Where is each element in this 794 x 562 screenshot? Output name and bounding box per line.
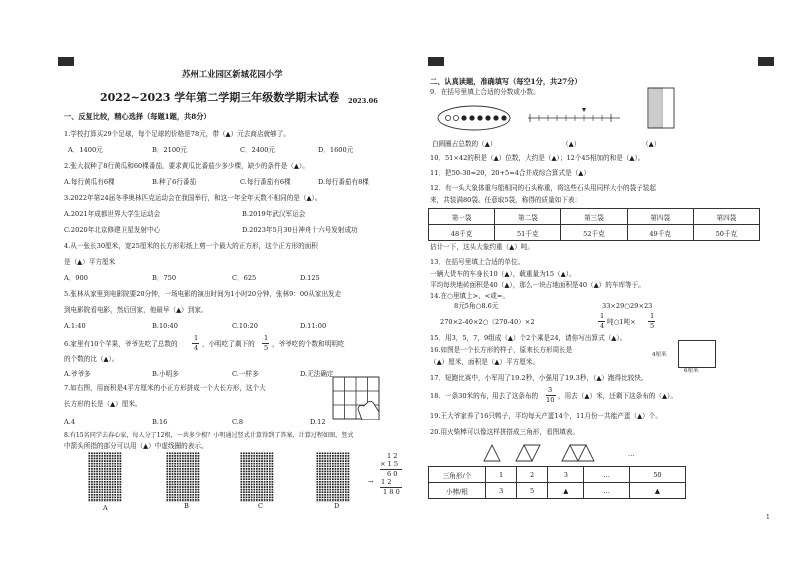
q9-shaded-rectangle (638, 86, 688, 130)
q2-option-a: A.每行黄瓜有6棵 (64, 178, 115, 186)
table-cell: 1 (486, 467, 517, 483)
q12-stem-line2: 来，共装满80袋。任意取5袋，称得的质量如下表： (430, 196, 582, 204)
exam-title: 2022~2023 学年第二学期三年级数学期末试卷 (100, 91, 340, 104)
table-cell: 48千克 (429, 225, 495, 241)
q8-stem-line2: 中箭头所指的部分可以用（▲）中虚线圈的表示。 (64, 442, 208, 450)
q16-stem-line1: 16.如图是一个长方形的样子，原来长方形周长是 (430, 346, 573, 354)
q18-b: 用去了这条布的 (492, 392, 539, 400)
q4-option-c: C．625 (232, 274, 257, 282)
q6-option-b: B.小明多 (152, 370, 179, 378)
table-cell: 三角形/个 (429, 467, 486, 483)
table-cell: 49千克 (627, 225, 693, 241)
q8-label-a: A (103, 504, 108, 512)
q19: 19.王大爷家养了16只鸭子，平均每天产蛋14个，11月份一共能产蛋（▲）个。 (430, 412, 662, 420)
table-cell: 2 (517, 467, 548, 483)
school-name: 苏州工业园区新城花园小学 (182, 69, 283, 79)
q8-vertical-2: × 1 5 (380, 460, 399, 468)
q3-stem: 3.2022年第24届冬季奥林匹克运动会在我国举行，和这一年全年天数不相同的是（▲）。 (64, 194, 322, 202)
q9-stem: 9．在括号里填上合适的分数或小数。 (430, 88, 540, 96)
q13-line2: 一辆大货车的车身长10（▲），载重量为15（▲）。 (430, 270, 576, 278)
q13-line3: 平均每块地砖面积是40（▲），那么一块占地面积是40（▲）的车库等于。 (430, 281, 645, 289)
q6-frac2-den: 5 (264, 344, 269, 352)
q14-compare-3: 270×2-40×2○（270-40）×2 (440, 318, 535, 326)
q3-option-a: A.2021年成都世界大学生运动会 (64, 210, 161, 218)
q8-dot-grid-a (88, 452, 122, 502)
q18-a: 18．一条30米的布， (430, 392, 493, 400)
q6-frac1-den: 4 (194, 344, 199, 352)
q18-frac-den: 10 (546, 396, 555, 404)
q10: 10．51×42的积是（▲）位数，大约是（▲）；12个45相加的和是（▲）。 (430, 154, 645, 162)
q16-rectangle (678, 340, 716, 368)
q7-option-a: A.4 (64, 418, 76, 426)
q9-caption-3: （▲） (642, 140, 661, 148)
q9-caption-2: （▲） (562, 140, 581, 148)
q8-vertical-3: 6 0 (387, 470, 398, 478)
registration-marker (428, 57, 444, 66)
q6-stem-a: 6.家里有10个苹果，爷爷先吃了总数的 (64, 340, 178, 348)
q4-option-d: D.125 (300, 274, 320, 282)
q8-dot-grid-d (316, 452, 350, 502)
table-cell: 50 (629, 467, 685, 483)
table-cell: 5 (517, 483, 548, 499)
q20-triangles-figure (482, 440, 632, 464)
q16-stem-line2: （▲）厘米，面积是（▲）平方厘米。 (430, 358, 540, 366)
q7-rectangle-figure (332, 376, 380, 420)
table-header-cell: 第四袋 (693, 209, 759, 225)
q3-option-d: D.2023年5月30日神舟十六号发射成功 (242, 226, 358, 234)
q6-frac1-num: 1 (194, 334, 199, 342)
q9-number-line (526, 108, 622, 128)
q8-dot-grid-b (166, 452, 200, 502)
q14-compare-2: 33×29○29×23 (602, 302, 653, 310)
page-number: 1 (766, 514, 770, 521)
q6-frac2-num: 1 (264, 334, 269, 342)
q8-vertical-5: 1 8 0 (383, 488, 400, 496)
q7-option-c: C.8 (232, 418, 244, 426)
q8-vertical-1: 1 2 (387, 452, 398, 460)
q6-option-d: D.无法确定 (300, 370, 334, 378)
q17: 17．短跑比赛中，小军用了19.2秒，小强用了19.3秒，（▲）跑得比较快。 (430, 374, 648, 382)
q18-c: ，用去（▲）米，还剩下这条布的（▲）。 (558, 392, 677, 400)
q2-option-c: C.每行番茄有6棵 (240, 178, 291, 186)
table-cell: 51千克 (495, 225, 561, 241)
q2-option-b: B.种了6行番茄 (152, 178, 197, 186)
exam-date: 2023.06 (348, 97, 378, 105)
q14-compare-1: 8元5角○8.6元 (454, 302, 499, 310)
q14-compare-4-den: 4 (600, 322, 605, 330)
q8-vertical-4: 1 2 (381, 478, 392, 486)
q1-option-c: C．2400元 (240, 146, 276, 154)
q20-dots: … (628, 450, 635, 458)
table-cell: … (584, 467, 629, 483)
q12-stem-line1: 12．有一头大象体重与船相同的石头称重，将这些石头用同样大小的袋子装起 (430, 184, 656, 192)
q1-option-b: B．2100元 (152, 146, 187, 154)
q5-stem-line1: 5.张林从家里到电影院要20分钟，一场电影的演出时间为1小时20分钟，张林9：00从家出发走 (64, 290, 342, 298)
q4-stem-line2: 是（▲）平方厘米 (64, 258, 116, 266)
q9-circle-group (434, 98, 514, 138)
q2-stem: 2.张大叔种了8行黄瓜和60棵番茄，要求黄瓜比番茄少多少棵，缺少的条件是（▲）。 (64, 162, 309, 170)
q16-length-label: 6厘米 (684, 368, 699, 374)
q20-table (428, 466, 686, 499)
q6-stem-c: ，爷爷吃的个数和明明吃 (272, 340, 345, 348)
q8-label-d: D (334, 502, 340, 510)
q5-option-b: B.10:40 (152, 322, 178, 330)
table-cell: 52千克 (561, 225, 627, 241)
q11: 11．把50-30=20，20+5=4合并成综合算式是（▲） (430, 169, 590, 177)
table-row (429, 483, 686, 499)
q12-tail: 估计一下，这头大象约重（▲）吨。 (430, 243, 534, 251)
table-header-cell: 第二袋 (495, 209, 561, 225)
q5-stem-line2: 到电影院看电影，然后回家，他最早（▲）到家。 (64, 306, 208, 314)
q8-label-b: B (184, 502, 189, 510)
q14-compare-4-num: 1 (600, 312, 605, 320)
table-cell: … (584, 483, 629, 499)
q18-frac-num: 3 (548, 386, 553, 394)
q7-stem-line2: 长方形的长是（▲）厘米。 (64, 400, 142, 408)
table-row (429, 225, 760, 241)
q4-option-b: B．750 (152, 274, 177, 282)
q8-arrow-icon: → (368, 478, 374, 486)
q3-option-c: C.2020年北京修建卫星发射中心 (64, 226, 161, 234)
q8-dot-grid-c (240, 452, 274, 502)
table-header-cell: 第一袋 (429, 209, 495, 225)
q8-stem-line1: 8.有15名同学去春心家，每人分了12根，一共多少根？小明通过竖式计算得到了答案，计算过程如图，竖式 (64, 432, 354, 439)
q6-stem-b: ，小明吃了剩下的 (202, 340, 255, 348)
registration-marker (58, 57, 74, 66)
q14-compare-4-num2: 1 (650, 312, 655, 320)
section1-heading: 一、反复比较，精心选择（每题1题，共8分） (64, 112, 211, 121)
q14-compare-4-den2: 5 (650, 322, 655, 330)
table-header-cell: 第四袋 (627, 209, 693, 225)
table-cell: ▲ (548, 483, 584, 499)
q14-stem: 14.在○里填上>、<或=。 (430, 292, 509, 300)
q2-option-d: D.每行番茄有8棵 (318, 178, 369, 186)
q6-option-a: A.爷爷多 (64, 370, 91, 378)
q1-stem: 1.学校打算买29个足球，每个足球的价格是78元，带（▲）元去商店就够了。 (64, 130, 290, 138)
q16-width-label: 4厘米 (652, 352, 667, 358)
q4-stem-line1: 4.从一张长30厘米，宽25厘米的长方形彩纸上剪一个最大的正方形，这个正方形的面积 (64, 242, 318, 250)
q5-option-a: A.1:40 (64, 322, 86, 330)
table-cell: ▲ (629, 483, 685, 499)
q13-stem: 13．在括号里填上合适的单位。 (430, 258, 525, 266)
q6-stem-line2: 的个数的比（▲）。 (64, 355, 119, 363)
q1-option-a: A．1400元 (68, 146, 103, 154)
q5-option-c: C.10:20 (232, 322, 258, 330)
q7-option-d: D.12 (310, 418, 326, 426)
table-row (429, 467, 686, 483)
table-cell: 50千克 (693, 225, 759, 241)
q3-option-b: B.2019年武汉军运会 (242, 210, 306, 218)
q4-option-a: A．900 (64, 274, 88, 282)
q9-caption-1: 白圆圈占总数的（▲） (432, 140, 497, 148)
right-page (410, 0, 794, 562)
registration-marker (758, 57, 774, 66)
q6-option-c: C.一样多 (232, 370, 259, 378)
q8-label-c: C (258, 502, 264, 510)
q12-weight-table (428, 208, 760, 241)
q7-stem-line1: 7.如右图，用面积是4平方厘米的小正方形拼成一个大长方形，这个大 (64, 384, 266, 392)
q14-compare-4-mid: 吨○1吨× (607, 318, 636, 326)
section2-heading: 二、认真读题，准确填写（每空1分，共27分） (430, 77, 582, 86)
table-cell: 小棒/根 (429, 483, 486, 499)
table-header-cell: 第三袋 (561, 209, 627, 225)
table-cell: 3 (548, 467, 584, 483)
table-row (429, 209, 760, 225)
q15: 15．用3，5，7，9组成（▲）个2个乘是24，请你写出算式（▲）。 (430, 334, 627, 342)
q20-stem: 20.用火柴棒可以像这样拼搭成三角形，看图填表。 (430, 428, 579, 436)
q7-option-b: B.16 (152, 418, 168, 426)
q1-option-d: D．1600元 (318, 146, 354, 154)
table-cell: 3 (486, 483, 517, 499)
q5-option-d: D.11:00 (300, 322, 327, 330)
